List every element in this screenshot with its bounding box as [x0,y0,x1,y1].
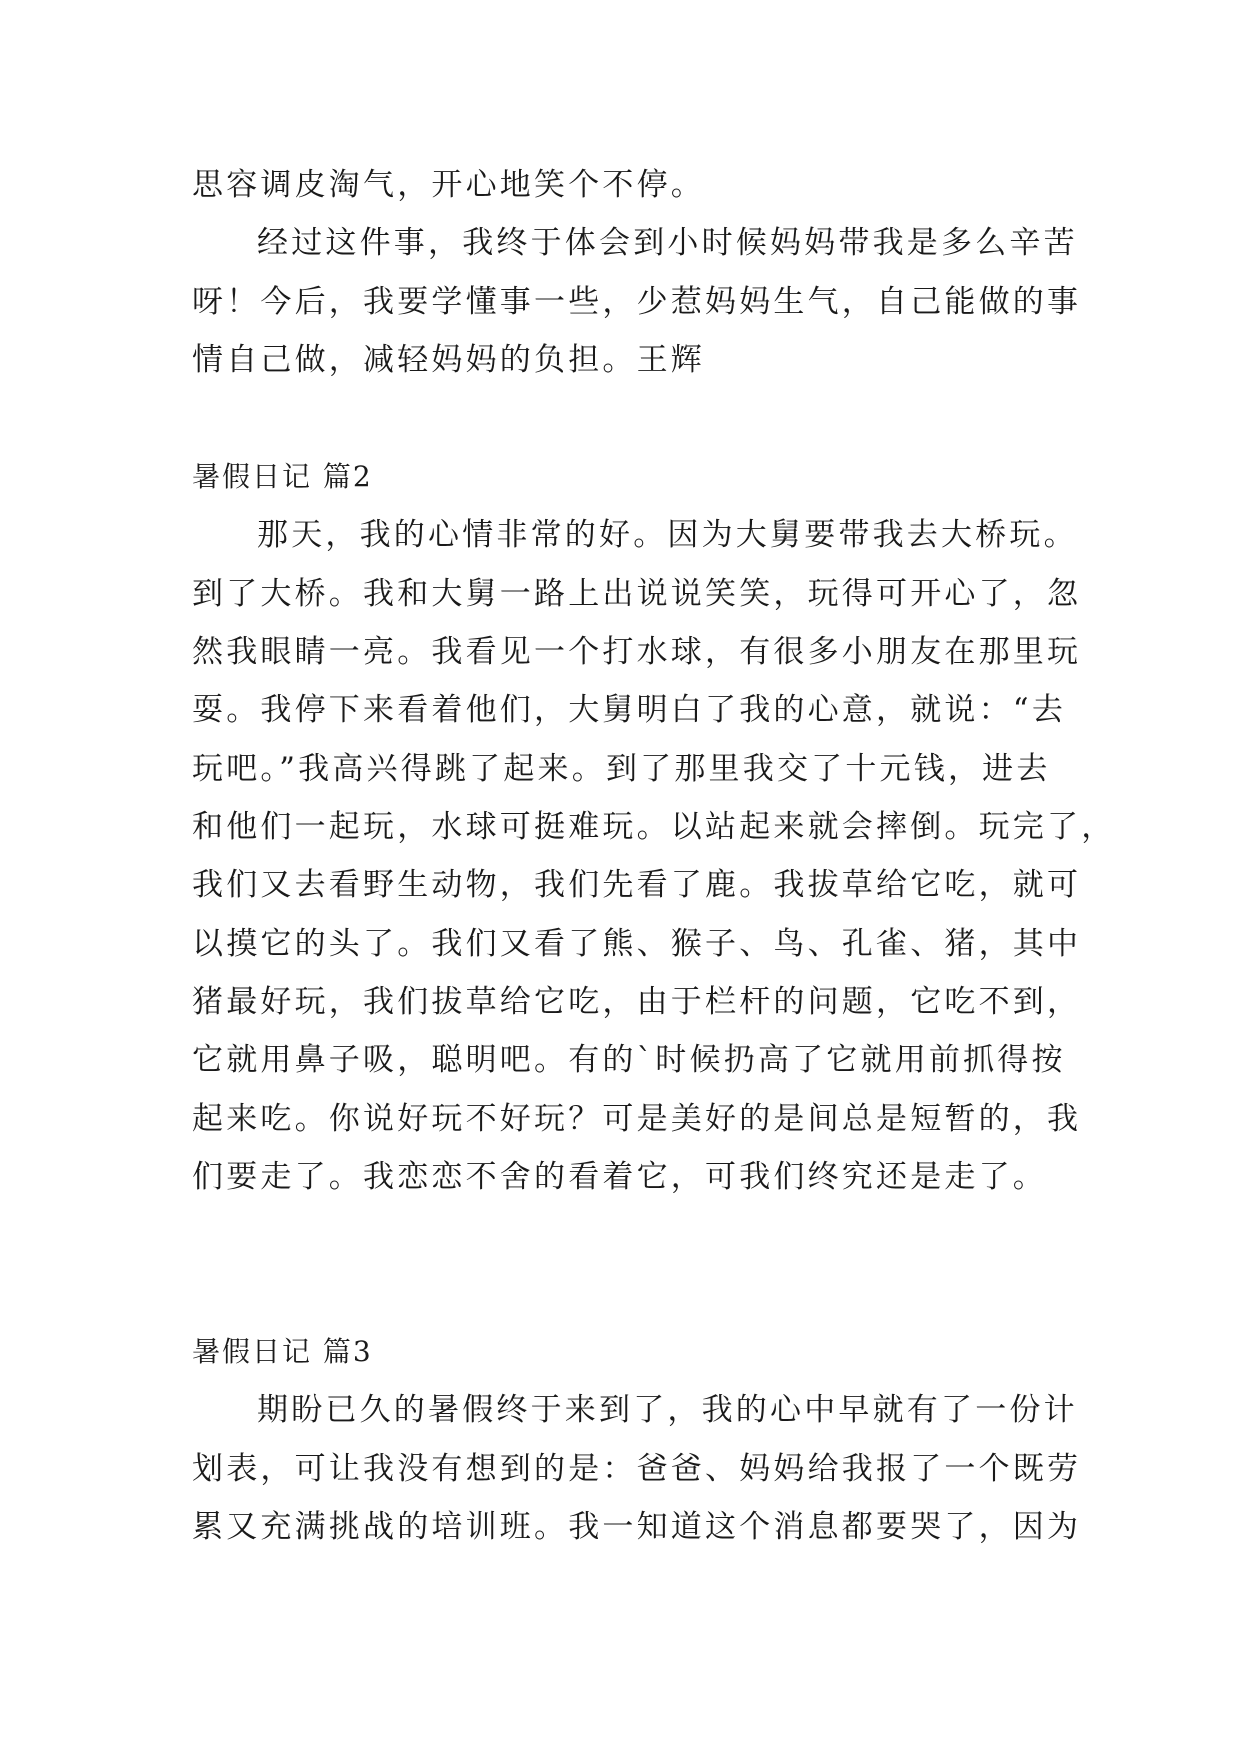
paragraph-line: 然我眼睛一亮。我看见一个打水球，有很多小朋友在那里玩 [192,634,1082,670]
paragraph-line: 我们又去看野生动物，我们先看了鹿。我拔草给它吃，就可 [192,867,1082,903]
paragraph-line: 经过这件事，我终于体会到小时候妈妈带我是多么辛苦 [257,225,1078,261]
paragraph-line: 那天，我的心情非常的好。因为大舅要带我去大桥玩。 [257,517,1078,553]
paragraph-line: 猪最好玩，我们拔草给它吃，由于栏杆的问题，它吃不到， [192,984,1082,1020]
paragraph-line: 以摸它的头了。我们又看了熊、猴子、鸟、孔雀、猪，其中 [192,926,1082,962]
paragraph-line: 到了大桥。我和大舅一路上出说说笑笑，玩得可开心了，忽 [192,576,1082,612]
section-heading: 暑假日记 篇3 [192,1335,373,1368]
paragraph-line: 累又充满挑战的培训班。我一知道这个消息都要哭了，因为 [192,1509,1082,1545]
section-heading: 暑假日记 篇2 [192,460,373,493]
paragraph-line: 情自己做，减轻妈妈的负担。王辉 [192,342,705,378]
paragraph-line: 思容调皮淘气，开心地笑个不停。 [192,167,705,203]
paragraph-line: 划表，可让我没有想到的是：爸爸、妈妈给我报了一个既劳 [192,1451,1082,1487]
paragraph-line: 们要走了。我恋恋不舍的看着它，可我们终究还是走了。 [192,1159,1047,1195]
paragraph-line: 耍。我停下来看着他们，大舅明白了我的心意，就说：“去 [192,692,1067,728]
paragraph-line: 呀！今后，我要学懂事一些，少惹妈妈生气，自己能做的事 [192,284,1082,320]
paragraph-line: 它就用鼻子吸，聪明吧。有的`时候扔高了它就用前抓得按 [192,1042,1066,1078]
paragraph-line: 起来吃。你说好玩不好玩？可是美好的是间总是短暂的，我 [192,1101,1082,1137]
paragraph-line: 和他们一起玩，水球可挺难玩。以站起来就会摔倒。玩完了， [192,809,1116,845]
paragraph-line: 玩吧。”我高兴得跳了起来。到了那里我交了十元钱，进去 [192,751,1051,787]
paragraph-line: 期盼已久的暑假终于来到了，我的心中早就有了一份计 [257,1392,1078,1428]
